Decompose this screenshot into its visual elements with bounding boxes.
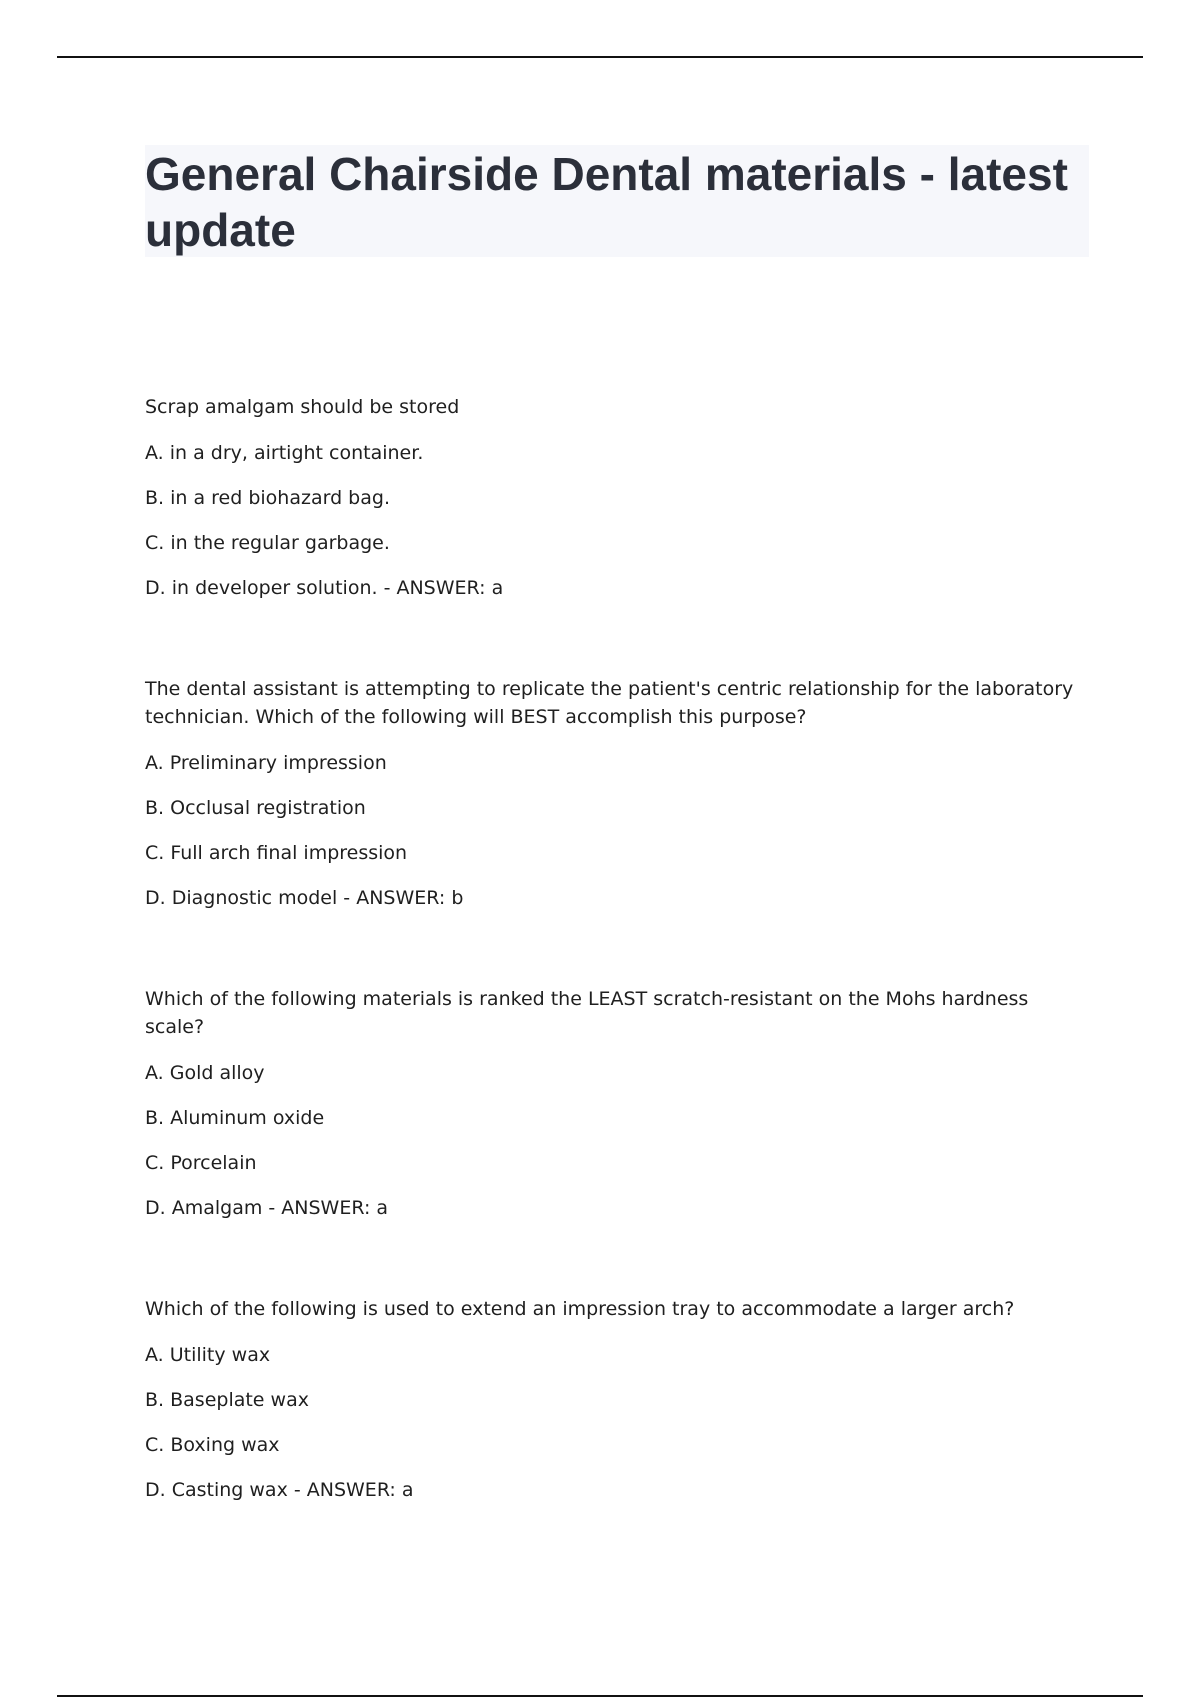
- answer-option: B. Occlusal registration: [145, 797, 366, 819]
- answer-option: C. in the regular garbage.: [145, 532, 390, 554]
- answer-option: B. in a red biohazard bag.: [145, 487, 390, 509]
- question-block: [145, 675, 1075, 912]
- answer-option: A. Gold alloy: [145, 1062, 265, 1084]
- question-text: The dental assistant is attempting to replicate the patient's centric relationship for the laboratory technician. Which of the following will BEST accomplish this purpose?: [145, 678, 1074, 728]
- answer-option: D. Amalgam - ANSWER: a: [145, 1197, 389, 1219]
- answer-option: C. Boxing wax: [145, 1434, 280, 1456]
- answer-option: D. Diagnostic model - ANSWER: b: [145, 887, 464, 909]
- question-block: [145, 393, 1075, 602]
- answer-option: A. in a dry, airtight container.: [145, 442, 424, 464]
- top-rule: [57, 56, 1143, 58]
- question-block: [145, 1295, 1075, 1504]
- answer-option: D. in developer solution. - ANSWER: a: [145, 577, 504, 599]
- document-title: General Chairside Dental materials - latest update: [145, 148, 1068, 256]
- answer-option: A. Preliminary impression: [145, 752, 387, 774]
- question-text: Which of the following materials is ranked the LEAST scratch-resistant on the Mohs hardness scale?: [145, 988, 1029, 1038]
- answer-option: D. Casting wax - ANSWER: a: [145, 1479, 414, 1501]
- question-text: Scrap amalgam should be stored: [145, 396, 460, 418]
- answer-option: B. Baseplate wax: [145, 1389, 309, 1411]
- bottom-rule: [57, 1695, 1143, 1697]
- document-body: [145, 393, 1075, 1577]
- answer-option: C. Porcelain: [145, 1152, 257, 1174]
- answer-option: A. Utility wax: [145, 1344, 271, 1366]
- question-block: [145, 985, 1075, 1222]
- question-text: Which of the following is used to extend an impression tray to accommodate a larger arch?: [145, 1298, 1015, 1320]
- answer-option: C. Full arch final impression: [145, 842, 408, 864]
- answer-option: B. Aluminum oxide: [145, 1107, 325, 1129]
